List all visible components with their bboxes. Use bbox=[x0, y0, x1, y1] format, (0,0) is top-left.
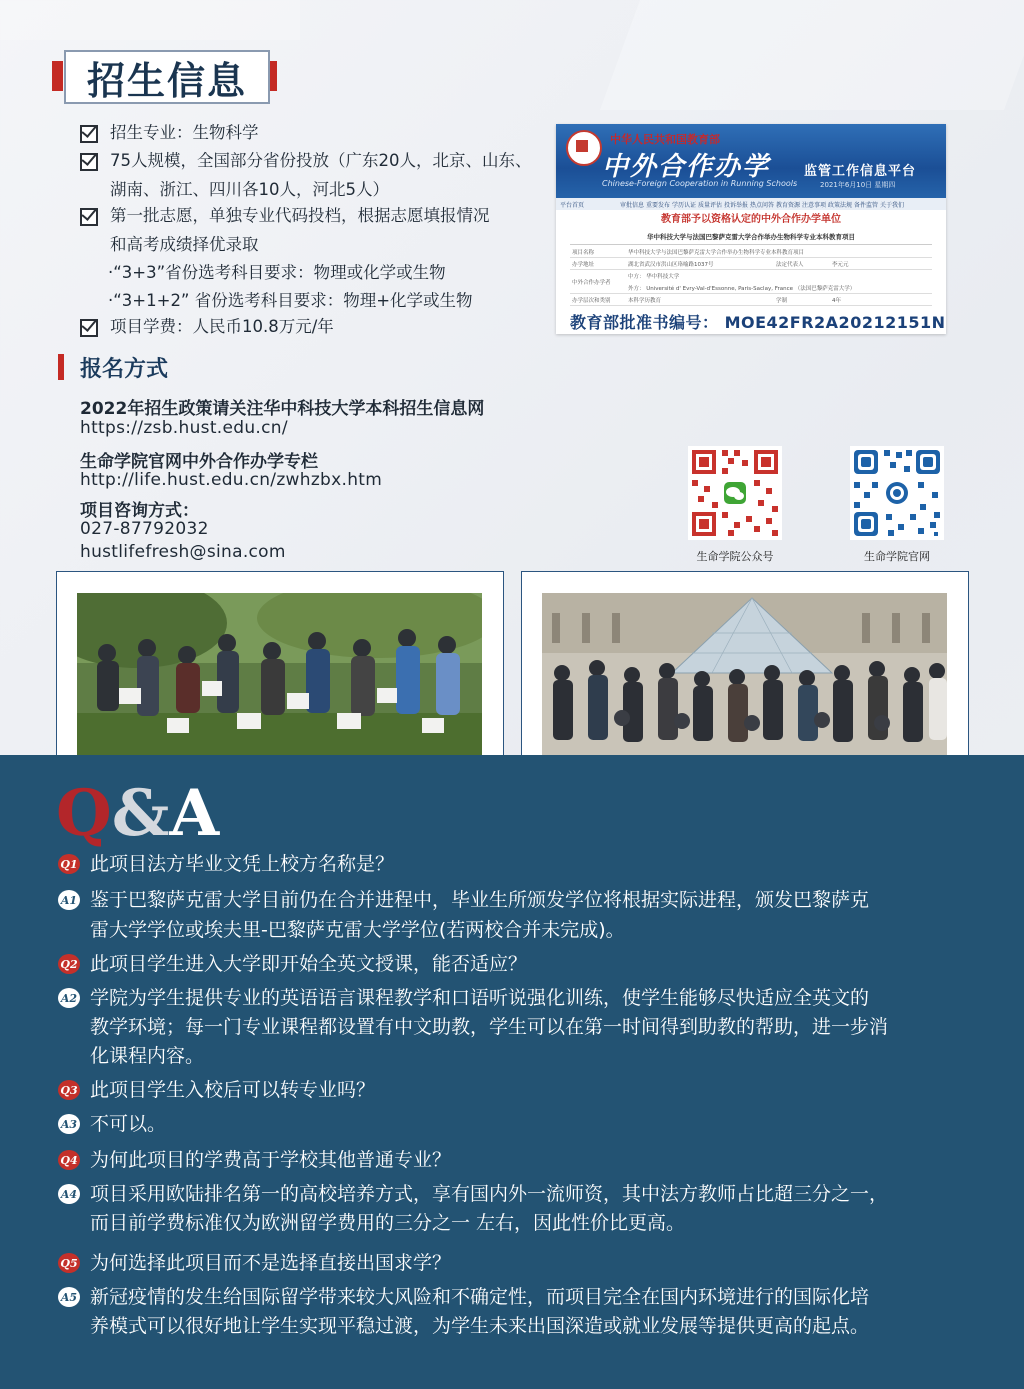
contact-label: 项目咨询方式： bbox=[80, 501, 199, 521]
policy-label: 2022年招生政策请关注华中科技大学本科招生信息网 bbox=[80, 399, 485, 419]
table-cell: 办学地址 bbox=[572, 262, 595, 268]
cert-nav-item: 政策法规 bbox=[828, 202, 853, 209]
group-photo-louvre-image bbox=[542, 593, 947, 755]
question-badge: Q4 bbox=[58, 1150, 80, 1170]
answer-badge: A3 bbox=[58, 1114, 80, 1134]
answer-badge: A5 bbox=[58, 1287, 80, 1307]
cert-nav-item: 重要发布 bbox=[646, 202, 671, 209]
table-divider bbox=[570, 293, 932, 294]
cert-nav-item: 质量评估 bbox=[698, 202, 723, 209]
platform-english: Chinese-Foreign Cooperation in Running Schools bbox=[602, 179, 798, 188]
table-cell: 办学层次和类别 bbox=[572, 298, 611, 304]
table-cell: 中方： 华中科技大学 bbox=[628, 274, 680, 280]
question-text: 此项目学生进入大学即开始全英文授课，能否适应？ bbox=[90, 953, 528, 975]
question-text: 为何此项目的学费高于学校其他普通专业？ bbox=[90, 1149, 452, 1171]
table-cell: 中外合作办学者 bbox=[572, 280, 611, 286]
table-divider bbox=[570, 305, 932, 306]
cert-nav-item: 学历认证 bbox=[672, 202, 697, 209]
ministry-emblem-icon bbox=[566, 130, 602, 166]
cert-nav-item: 平台首页 bbox=[560, 202, 585, 209]
question-badge: Q3 bbox=[58, 1080, 80, 1100]
table-cell: 4年 bbox=[832, 298, 841, 304]
program-column-link[interactable]: http://life.hust.edu.cn/zwhzbx.htm bbox=[80, 470, 383, 490]
answer-text-line: 化课程内容。 bbox=[90, 1045, 205, 1067]
cert-nav-item: 热点问答 bbox=[750, 202, 775, 209]
checkbox-icon bbox=[80, 153, 98, 171]
page-title: 招生信息 bbox=[64, 50, 270, 104]
cert-nav-item: 投诉举报 bbox=[724, 202, 749, 209]
answer-badge: A2 bbox=[58, 988, 80, 1008]
question-badge: Q1 bbox=[58, 854, 80, 874]
group-photo-outdoor bbox=[77, 593, 482, 755]
platform-date: 2021年6月10日 星期四 bbox=[820, 181, 896, 189]
approval-number: 教育部批准书编号： MOE42FR2A20212151N bbox=[570, 313, 946, 332]
subject-requirement-3-3: ·“3+3”省份选考科目要求：物理或化学或生物 bbox=[108, 263, 446, 282]
certificate-table bbox=[570, 244, 932, 309]
qr-code-wechat[interactable] bbox=[688, 446, 782, 540]
platform-name: 监管工作信息平台 bbox=[804, 164, 917, 179]
cert-nav-item: 关于我们 bbox=[880, 202, 905, 209]
table-cell: 学制 bbox=[776, 298, 788, 304]
answer-text-line: 学院为学生提供专业的英语语言课程教学和口语听说强化训练，使学生能够尽快适应全英文的 bbox=[90, 987, 870, 1009]
answer-badge: A1 bbox=[58, 890, 80, 910]
checkbox-icon bbox=[80, 208, 98, 226]
question-badge: Q2 bbox=[58, 954, 80, 974]
question-text: 此项目学生入校后可以转专业吗？ bbox=[90, 1079, 376, 1101]
background-shape bbox=[0, 0, 300, 40]
qa-title bbox=[56, 776, 219, 851]
policy-link[interactable]: https://zsb.hust.edu.cn/ bbox=[80, 418, 288, 438]
background-shape bbox=[600, 0, 1024, 110]
answer-text-line: 不可以。 bbox=[90, 1113, 167, 1135]
certificate-panel bbox=[556, 124, 946, 334]
cert-nav-item: 审批信息 bbox=[620, 202, 645, 209]
qa-title-a: A bbox=[169, 776, 220, 851]
checkbox-icon bbox=[80, 125, 98, 143]
ministry-name: 中华人民共和国教育部 bbox=[610, 133, 720, 146]
cert-nav-item: 注意事项 bbox=[802, 202, 827, 209]
qa-title-q: Q bbox=[56, 776, 112, 851]
certificate-table-title: 华中科技大学与法国巴黎萨克雷大学合作举办生物科学专业本科教育项目 bbox=[647, 233, 855, 241]
table-cell: 外方： Université d' Evry-Val-d'Essonne, Paris-Saclay, France （法国巴黎萨克雷大学） bbox=[628, 286, 856, 292]
question-text: 为何选择此项目而不是选择直接出国求学？ bbox=[90, 1252, 452, 1274]
contact-phone: 027-87792032 bbox=[80, 519, 209, 539]
subject-requirement-3-1-2: ·“3+1+2” 省份选考科目要求：物理+化学或生物 bbox=[108, 291, 473, 310]
answer-text-line: 新冠疫情的发生给国际留学带来较大风险和不确定性，而项目完全在国内环境进行的国际化培 bbox=[90, 1286, 870, 1308]
certificate-red-heading: 教育部予以资格认定的中外合作办学单位 bbox=[661, 214, 841, 225]
question-badge: Q5 bbox=[58, 1253, 80, 1273]
platform-big-title: 中外合作办学 bbox=[602, 152, 771, 182]
group-photo-louvre bbox=[542, 593, 947, 755]
qa-title-amp: & bbox=[111, 776, 170, 851]
answer-text-line: 项目采用欧陆排名第一的高校培养方式，享有国内外一流师资，其中法方教师占比超三分之一， bbox=[90, 1183, 889, 1205]
cert-nav-item: 教育资源 bbox=[776, 202, 801, 209]
group-photo-outdoor-image bbox=[77, 593, 482, 755]
answer-badge: A4 bbox=[58, 1184, 80, 1204]
certificate-nav bbox=[556, 198, 946, 210]
admission-item-volunteer-cont: 和高考成绩择优录取 bbox=[110, 235, 259, 254]
cert-nav-item: 备件监管 bbox=[854, 202, 879, 209]
answer-text-line: 养模式可以很好地让学生实现平稳过渡，为学生未来出国深造或就业发展等提供更高的起点。 bbox=[90, 1315, 870, 1337]
answer-text-line: 教学环境；每一门专业课程都设置有中文助教，学生可以在第一时间得到助教的帮助，进一步消 bbox=[90, 1016, 889, 1038]
table-cell: 湖北省武汉市洪山区珞喻路1037号 bbox=[628, 262, 714, 268]
answer-text-line: 鉴于巴黎萨克雷大学目前仍在合并进程中，毕业生所颁发学位将根据实际进程，颁发巴黎萨克 bbox=[90, 889, 870, 911]
qr-label-website: 生命学院官网 bbox=[864, 550, 930, 563]
certificate-header bbox=[556, 124, 946, 198]
qr-code-website[interactable] bbox=[850, 446, 944, 540]
qr-label-wechat: 生命学院公众号 bbox=[696, 550, 774, 563]
table-divider bbox=[570, 257, 932, 258]
program-column-label: 生命学院官网中外合作办学专栏 bbox=[80, 452, 318, 472]
qr-code-wechat-icon bbox=[688, 446, 782, 540]
contact-email[interactable]: hustlifefresh@sina.com bbox=[80, 542, 286, 562]
question-text: 此项目法方毕业文凭上校方名称是？ bbox=[90, 853, 395, 875]
qr-code-website-icon bbox=[850, 446, 944, 540]
answer-text-line: 雷大学学位或埃夫里-巴黎萨克雷大学学位(若两校合并未完成)。 bbox=[90, 919, 625, 941]
table-cell: 项目名称 bbox=[572, 250, 595, 256]
table-divider bbox=[570, 269, 932, 270]
answer-text-line: 而目前学费标准仅为欧洲留学费用的三分之一 左右，因此性价比更高。 bbox=[90, 1212, 686, 1234]
table-cell: 法定代表人 bbox=[776, 262, 804, 268]
table-cell: 李元元 bbox=[832, 262, 849, 268]
title-accent-left bbox=[52, 61, 63, 91]
section-accent bbox=[58, 354, 64, 380]
table-cell: 华中科技大学与法国巴黎萨克雷大学合作举办生物科学专业本科教育项目 bbox=[628, 250, 805, 256]
section-title-registration: 报名方式 bbox=[80, 357, 169, 382]
checkbox-icon bbox=[80, 319, 98, 337]
admission-item-quota-cont: 湖南、浙江、四川各10人，河北5人） bbox=[110, 180, 389, 199]
table-cell: 本科学历教育 bbox=[628, 298, 662, 304]
